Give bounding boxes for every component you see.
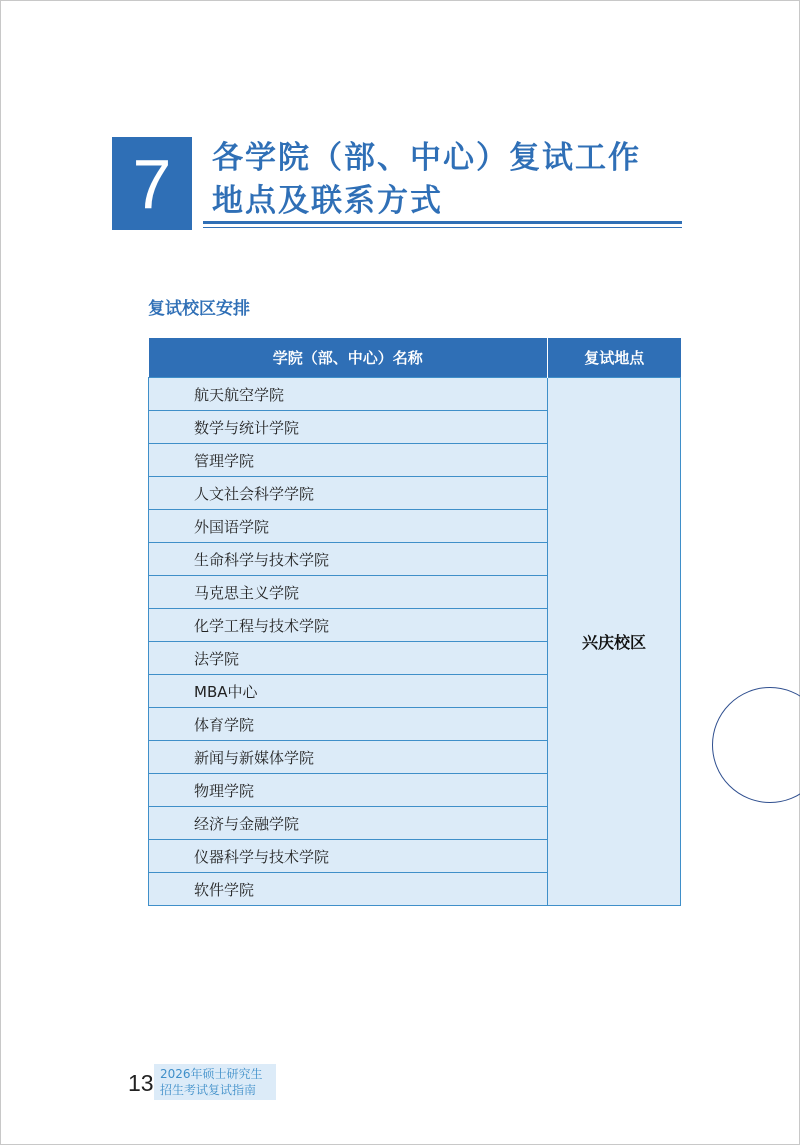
section-heading: 复试校区安排 [148, 299, 250, 319]
footer-line1: 2026年硕士研究生 [160, 1067, 263, 1081]
college-name: 管理学院 [149, 444, 548, 477]
college-name: MBA中心 [149, 675, 548, 708]
chapter-title-line2: 地点及联系方式 [212, 183, 443, 219]
page-number: 13 [128, 1070, 154, 1096]
college-name: 物理学院 [149, 774, 548, 807]
footer-guide-label [154, 1064, 276, 1100]
footer-line2: 招生考试复试指南 [160, 1083, 257, 1097]
college-name: 法学院 [149, 642, 548, 675]
college-name: 经济与金融学院 [149, 807, 548, 840]
table-header-row [149, 338, 681, 378]
college-name: 航天航空学院 [149, 378, 548, 411]
table-row [149, 378, 681, 411]
college-name: 仪器科学与技术学院 [149, 840, 548, 873]
title-underline-thin [203, 227, 682, 228]
chapter-number: 7 [132, 144, 172, 223]
header-exam-location: 复试地点 [548, 338, 681, 378]
campus-location: 兴庆校区 [548, 378, 681, 906]
college-name: 体育学院 [149, 708, 548, 741]
college-name: 人文社会科学学院 [149, 477, 548, 510]
college-name: 生命科学与技术学院 [149, 543, 548, 576]
college-name: 软件学院 [149, 873, 548, 906]
college-name: 数学与统计学院 [149, 411, 548, 444]
campus-schedule-table [148, 338, 681, 906]
title-underline [203, 221, 682, 224]
header-college-name: 学院（部、中心）名称 [149, 338, 548, 378]
chapter-number-badge [112, 137, 192, 230]
college-name: 化学工程与技术学院 [149, 609, 548, 642]
college-name: 外国语学院 [149, 510, 548, 543]
chapter-title-line1: 各学院（部、中心）复试工作 [212, 140, 641, 176]
college-name: 马克思主义学院 [149, 576, 548, 609]
college-name: 新闻与新媒体学院 [149, 741, 548, 774]
chapter-title [212, 137, 692, 223]
